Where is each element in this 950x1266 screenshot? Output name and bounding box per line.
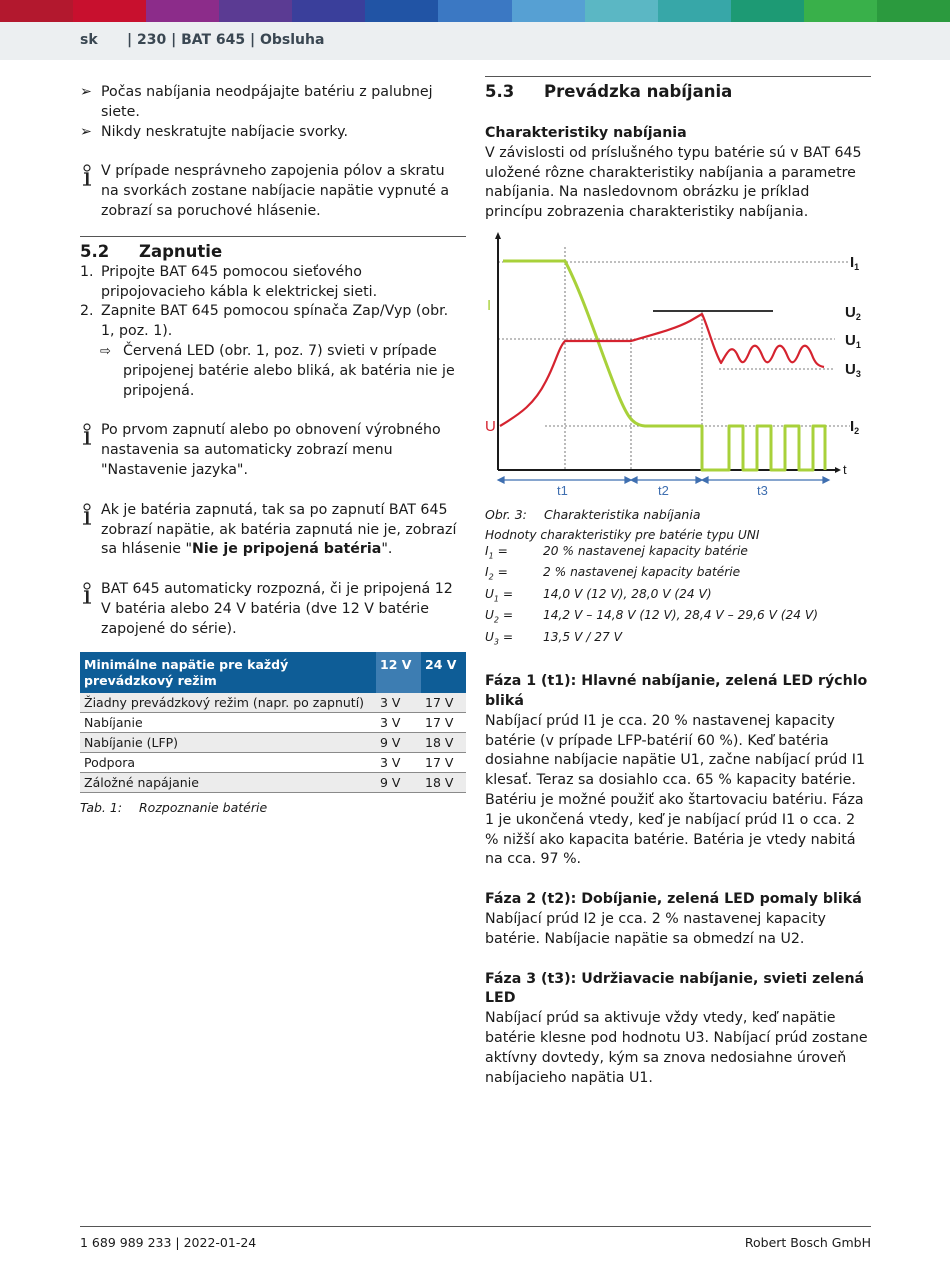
phase-3-title: Fáza 3 (t3): Udržiavacie nabíjanie, svieti zelená LED xyxy=(485,970,865,1007)
phase-2-text: Nabíjací prúd I2 je cca. 2 % nastavenej kapacity batérie. Nabíjacie napätie sa obmedzí na U2. xyxy=(485,910,826,947)
axis-label-t: t xyxy=(843,461,847,477)
label-u3: $U_3$ xyxy=(845,360,861,379)
legend-row: $I_2$ = 2 % nastavenej kapacity batérie xyxy=(485,565,741,582)
figure-caption: Obr. 3: Charakteristika nabíjania xyxy=(485,506,701,522)
info-icon xyxy=(81,582,93,606)
battery-detection-table xyxy=(80,652,466,793)
label-i2: $I_2$ xyxy=(850,417,860,436)
info-note: Ak je batéria zapnutá, tak sa po zapnutí BAT 645 zobrazí napätie, ak batéria zapnutá nie je, zobrazí sa hlásenie "Nie je pripojená batéria". xyxy=(80,501,466,560)
table-row: Nabíjanie 3 V 17 V xyxy=(80,712,466,732)
table-caption: Tab. 1: Rozpoznanie batérie xyxy=(80,799,268,815)
phase-1 xyxy=(485,672,871,870)
axis-label-u: U xyxy=(485,417,496,435)
charging-characteristic-diagram xyxy=(485,229,871,509)
x-axis-arrow-icon xyxy=(835,467,841,473)
label-t3: t3 xyxy=(757,482,768,498)
legend-row: $I_1$ = 20 % nastavenej kapacity batérie xyxy=(485,543,748,561)
info-icon xyxy=(81,423,93,447)
info-icon xyxy=(81,164,93,188)
table-row: Podpora 3 V 17 V xyxy=(80,752,466,772)
table-row: Nabíjanie (LFP) 9 V 18 V xyxy=(80,732,466,752)
subheading: Charakteristiky nabíjania xyxy=(485,125,687,141)
right-column xyxy=(485,76,871,1088)
section-heading-5-3: 5.3 Prevádzka nabíjania xyxy=(485,76,871,103)
label-u2: $U_2$ xyxy=(845,303,861,322)
left-column xyxy=(80,83,466,817)
label-t1: t1 xyxy=(557,482,568,498)
step-item: 2. Zapnite BAT 645 pomocou spínača Zap/Vyp (obr. 1, poz. 1). xyxy=(80,303,449,340)
axis-label-i: I xyxy=(487,296,492,314)
footer-company: Robert Bosch GmbH xyxy=(744,1235,871,1250)
phase-1-text: Nabíjací prúd I1 je cca. 20 % nastavenej kapacity batérie (v prípade LFP-batérií 60 %). Keď batéria dosiahne nabíjacie napätie U1, začne nabíjací prúd I1 klesať. Teraz sa dosiahlo cca. 65 % kapacity batérie. Batériu je možné použiť ako štartovaciu batériu. Fáza 1 je ukončená vtedy, keď je nabíjací prúd I1 o cca. 2 % nižší ako kapacita batérie. Batéria je vtedy nabitá na cca. 97 %. xyxy=(485,712,865,868)
bullet-item: ➢ Nikdy neskratujte nabíjacie svorky. xyxy=(80,123,466,143)
info-icon xyxy=(81,503,93,527)
y-axis-arrow-icon xyxy=(495,232,501,239)
intro-paragraph: V závislosti od príslušného typu batérie sú v BAT 645 uložené rôzne charakteristiky nabíjania a parametre nabíjania. Na nasledovnom obrázku je príklad princípu zobrazenia charakteristiky nabíjania. xyxy=(485,144,862,221)
current-curve xyxy=(503,261,825,470)
info-note: V prípade nesprávneho zapojenia pólov a skratu na svorkách zostane nabíjacie napätie vypnuté a zobrazí sa poruchové hlásenie. xyxy=(80,162,466,221)
label-i1: $I_1$ xyxy=(850,253,860,272)
info-note: BAT 645 automaticky rozpozná, či je pripojená 12 V batéria alebo 24 V batéria (dve 12 V batérie zapojené do série). xyxy=(80,580,466,639)
table-row: Žiadny prevádzkový režim (napr. po zapnutí) 3 V 17 V xyxy=(80,693,466,713)
result-arrow-icon: ⇨ xyxy=(100,343,111,359)
phase-2 xyxy=(485,890,871,949)
phase-1-title: Fáza 1 (t1): Hlavné nabíjanie, zelená LED rýchlo bliká xyxy=(485,673,868,709)
brand-color-band xyxy=(0,0,950,22)
step-item: 1. Pripojte BAT 645 pomocou sieťového pripojovacieho kábla k elektrickej sieti. xyxy=(80,263,378,300)
characteristic-legend xyxy=(485,527,871,650)
header-lang: sk xyxy=(80,32,98,48)
step-result: ⇨ Červená LED (obr. 1, poz. 7) svieti v prípade pripojenej batérie alebo bliká, ak batéria nie je pripojená. xyxy=(100,342,455,399)
section-heading-5-2: 5.2 Zapnutie xyxy=(80,236,466,263)
table-header-row: Minimálne napätie pre každý prevádzkový režim 12 V 24 V xyxy=(80,652,466,693)
phase-3 xyxy=(485,970,871,1089)
page-footer xyxy=(80,1226,871,1250)
arrow-bullet-icon: ➢ xyxy=(80,123,92,140)
legend-row: $U_1$ = 14,0 V (12 V), 28,0 V (24 V) xyxy=(485,586,712,604)
footer-doc-id: 1 689 989 233 | 2022-01-24 xyxy=(80,1235,257,1250)
table-row: Záložné napájanie 9 V 18 V xyxy=(80,772,466,792)
phase-3-text: Nabíjací prúd sa aktivuje vždy vtedy, keď napätie batérie klesne pod hodnotu U3. Nabíjací prúd zostane aktívny dovtedy, kým sa znova nedosiahne úroveň nabíjacieho napätia U1. xyxy=(485,1010,868,1086)
legend-row: $U_2$ = 14,2 V – 14,8 V (12 V), 28,4 V – 29,6 V (24 V) xyxy=(485,608,819,625)
legend-title: Hodnoty charakteristiky pre batérie typu UNI xyxy=(485,527,760,542)
voltage-curve xyxy=(500,314,824,426)
info-note: Po prvom zapnutí alebo po obnovení výrobného nastavenia sa automaticky zobrazí menu "Nastavenie jazyka". xyxy=(80,421,466,480)
header-running-title: | 230 | BAT 645 | Obsluha xyxy=(127,32,325,48)
phase-2-title: Fáza 2 (t2): Dobíjanie, zelená LED pomaly bliká xyxy=(485,891,862,908)
page-header xyxy=(0,22,950,60)
label-t2: t2 xyxy=(658,482,669,498)
bullet-item: ➢ Počas nabíjania neodpájajte batériu z palubnej siete. xyxy=(80,84,433,120)
label-u1: $U_1$ xyxy=(845,331,861,350)
arrow-bullet-icon: ➢ xyxy=(80,84,92,100)
legend-row: $U_3$ = 13,5 V / 27 V xyxy=(485,629,622,647)
